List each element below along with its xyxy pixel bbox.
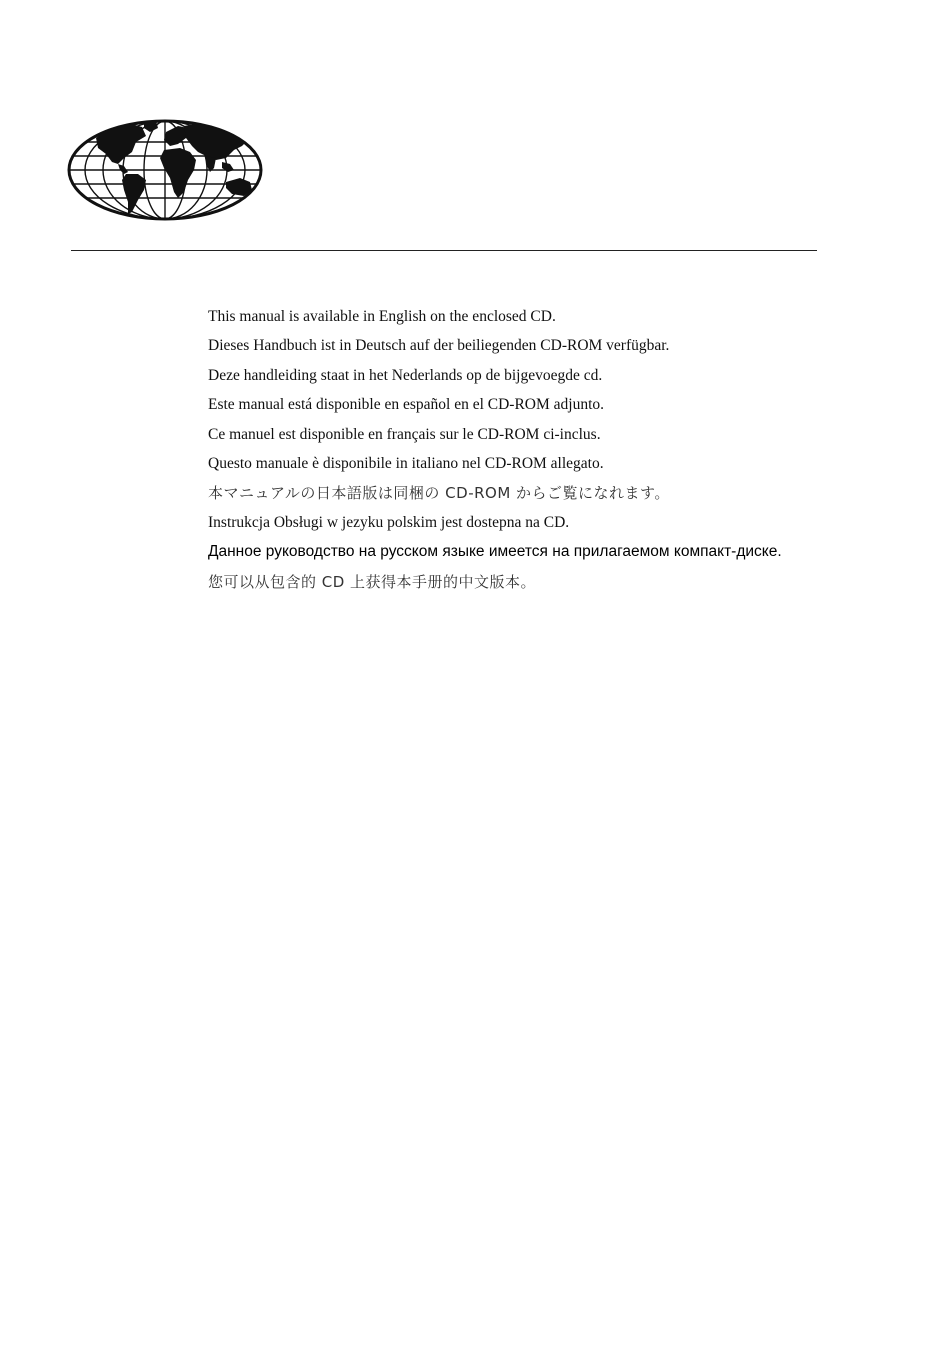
language-line-chinese: 您可以从包含的 CD 上获得本手册的中文版本。	[208, 572, 537, 591]
language-line-french: Ce manuel est disponible en français sur le CD-ROM ci-inclus.	[208, 425, 601, 443]
language-line-polish: Instrukcja Obsługi w jezyku polskim jest dostepna na CD.	[208, 513, 570, 531]
language-line-japanese: 本マニュアルの日本語版は同梱の CD-ROM からご覧になれます。	[208, 484, 670, 503]
language-line-english: This manual is available in English on the enclosed CD.	[208, 308, 556, 325]
header-divider	[71, 250, 817, 251]
language-line-spanish: Este manual está disponible en español en el CD-ROM adjunto.	[208, 396, 605, 414]
language-availability-list	[208, 306, 908, 600]
language-line-german: Dieses Handbuch ist in Deutsch auf der beiliegenden CD-ROM verfügbar.	[208, 337, 670, 355]
language-line-dutch: Deze handleiding staat in het Nederlands op de bijgevoegde cd.	[208, 366, 603, 384]
world-globe-icon	[66, 118, 264, 222]
language-line-italian: Questo manuale è disponibile in italiano nel CD-ROM allegato.	[208, 454, 604, 472]
language-line-russian: Данное руководство на русском языке имеется на прилагаемом компакт-диске.	[208, 543, 782, 561]
